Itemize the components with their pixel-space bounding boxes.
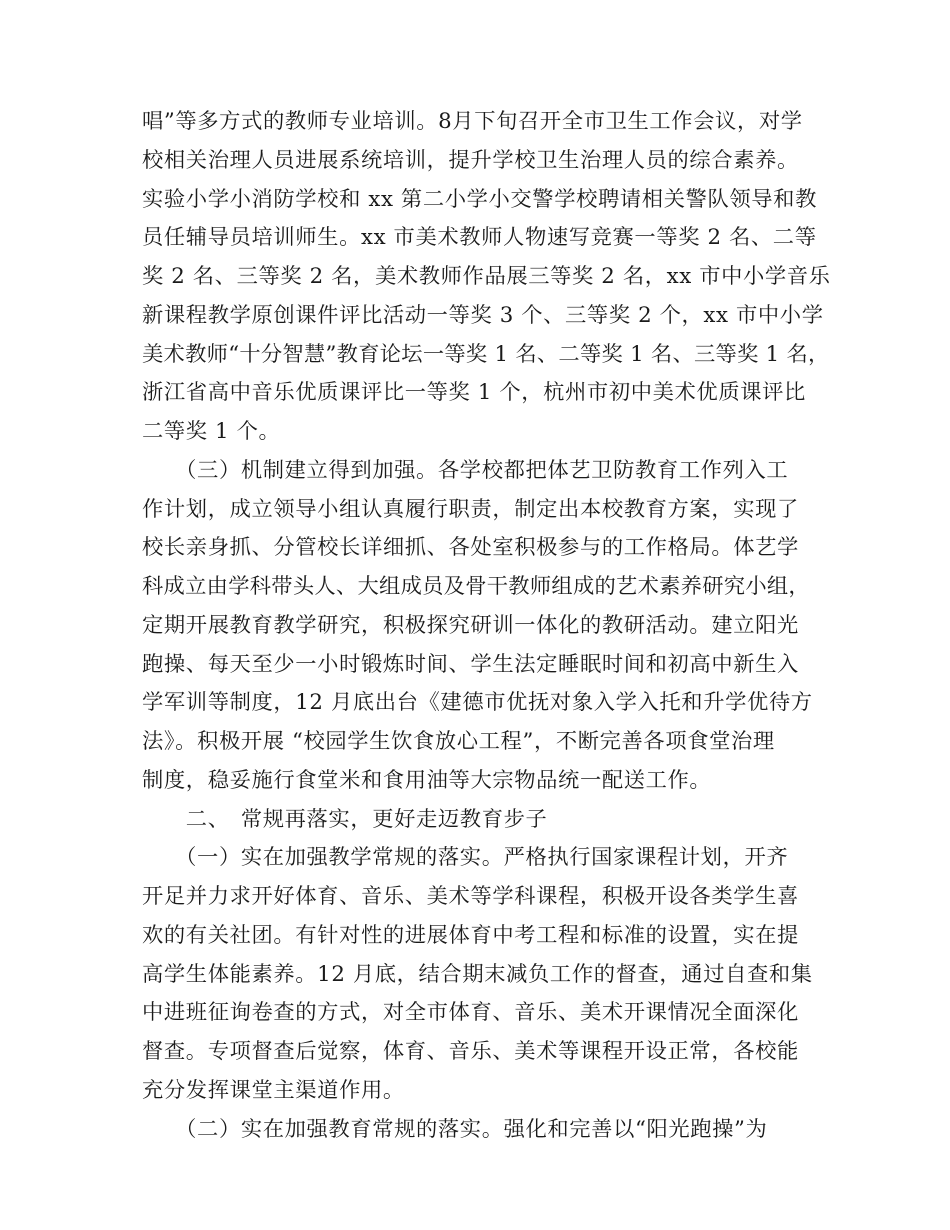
text-line: 科成立由学科带头人、大组成员及骨干教师组成的艺术素养研究小组， <box>142 574 810 599</box>
text-line: 制度，稳妥施行食堂米和食用油等大宗物品统一配送工作。 <box>142 767 712 793</box>
text-line: 欢的有关社团。有针对性的进展体育中考工程和标准的设置，实在提 <box>142 922 799 948</box>
text-line: 法》。积极开展 “校园学生饮食放心工程”，不断完善各项食堂治理 <box>142 729 775 754</box>
text-line: 作计划，成立领导小组认真履行职责，制定出本校教育方案，实现了 <box>142 496 799 522</box>
text-line: 浙江省高中音乐优质课评比一等奖 1 个，杭州市初中美术优质课评比 <box>142 380 806 406</box>
paragraph-start: （一）实在加强教学常规的落实。严格执行国家课程计划，开齐 <box>142 845 789 871</box>
text-line: 校长亲身抓、分管校长详细抓、各处室积极参与的工作格局。体艺学 <box>142 535 799 561</box>
text-line: 美术教师“十分智慧”教育论坛一等奖 1 名、二等奖 1 名、三等奖 1 名， <box>142 341 830 367</box>
body-text <box>142 103 831 1149</box>
text-line: 充分发挥课堂主渠道作用。 <box>142 1077 405 1103</box>
text-line: 唱”等多方式的教师专业培训。8月下旬召开全市卫生工作会议，对学 <box>142 109 803 134</box>
text-line: 学军训等制度，12 月底出台《建德市优抚对象入学入托和升学优待方 <box>142 690 813 716</box>
text-line: 实验小学小消防学校和 xx 第二小学小交警学校聘请相关警队领导和教 <box>142 186 817 212</box>
text-line: 定期开展教育教学研究，积极探究研训一体化的教研活动。建立阳光 <box>142 612 799 638</box>
section-heading: 二、 常规再落实，更好走迈教育步子 <box>142 806 548 832</box>
paragraph-start: （二）实在加强教育常规的落实。强化和完善以“阳光跑操”为 <box>142 1116 768 1142</box>
text-line: 校相关治理人员进展系统培训，提升学校卫生治理人员的综合素养。 <box>142 147 799 173</box>
text-line: 督查。专项督查后觉察，体育、音乐、美术等课程开设正常，各校能 <box>142 1039 799 1064</box>
text-line: 开足并力求开好体育、音乐、美术等学科课程，积极开设各类学生喜 <box>142 884 799 909</box>
text-line: 新课程教学原创课件评比活动一等奖 3 个、三等奖 2 个，xx 市中小学 <box>142 302 824 328</box>
text-line: 二等奖 1 个。 <box>142 419 281 444</box>
text-line: 跑操、每天至少一小时锻炼时间、学生法定睡眠时间和初高中新生入 <box>142 651 799 677</box>
text-line: 高学生体能素养。12 月底，结合期末减负工作的督查，通过自查和集 <box>142 961 813 987</box>
paragraph-start: （三）机制建立得到加强。各学校都把体艺卫防教育工作列入工 <box>142 457 789 483</box>
text-line: 员任辅导员培训师生。xx 市美术教师人物速写竞赛一等奖 2 名、二等 <box>142 225 817 251</box>
text-line: 奖 2 名、三等奖 2 名，美术教师作品展三等奖 2 名，xx 市中小学音乐 <box>142 264 831 289</box>
text-line: 中进班征询卷查的方式，对全市体育、音乐、美术开课情况全面深化 <box>142 1000 799 1026</box>
